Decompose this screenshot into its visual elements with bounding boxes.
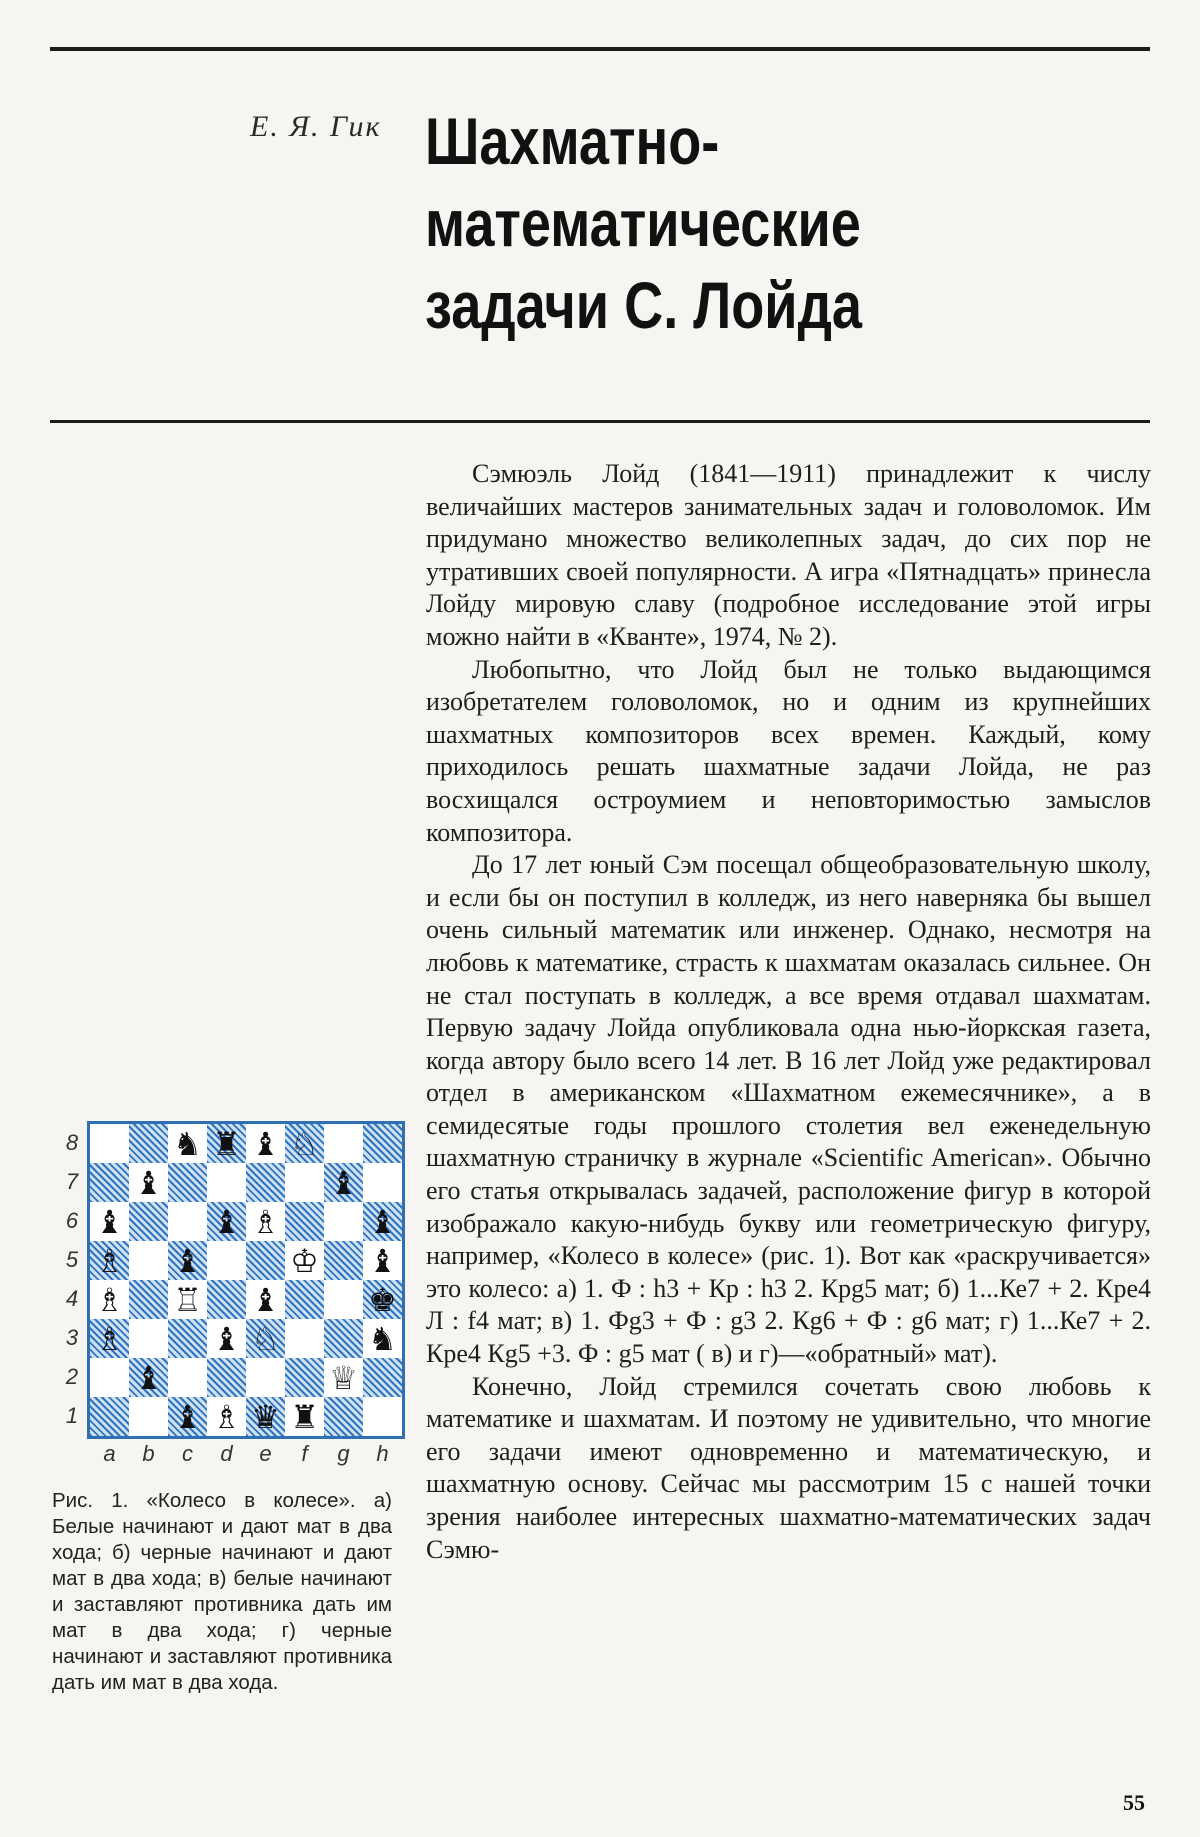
- chess-piece-icon: ♘: [251, 1319, 280, 1358]
- chess-piece-icon: ♝: [251, 1124, 280, 1163]
- square-c2: [168, 1358, 207, 1397]
- square-a2: [90, 1358, 129, 1397]
- file-label: f: [301, 1441, 308, 1466]
- square-a8: [90, 1124, 129, 1163]
- square-d8: [207, 1124, 246, 1163]
- chess-piece-icon: ♝: [95, 1202, 124, 1241]
- chess-piece-icon: ♝: [212, 1319, 241, 1358]
- chess-piece-icon: ♝: [329, 1163, 358, 1202]
- square-e3: [246, 1319, 285, 1358]
- square-b3: [129, 1319, 168, 1358]
- square-b7: [129, 1163, 168, 1202]
- chess-piece-icon: ♝: [134, 1358, 163, 1397]
- file-label: b: [142, 1441, 155, 1466]
- square-f6: [285, 1202, 324, 1241]
- file-label: c: [182, 1441, 193, 1466]
- chess-board: [87, 1121, 405, 1439]
- square-e7: [246, 1163, 285, 1202]
- square-f5: [285, 1241, 324, 1280]
- square-g7: [324, 1163, 363, 1202]
- chess-piece-icon: ♞: [368, 1319, 397, 1358]
- square-e2: [246, 1358, 285, 1397]
- square-f1: [285, 1397, 324, 1436]
- square-d4: [207, 1280, 246, 1319]
- square-e1: [246, 1397, 285, 1436]
- square-e5: [246, 1241, 285, 1280]
- chess-piece-icon: ♜: [290, 1397, 319, 1436]
- rank-label: 7: [65, 1169, 79, 1194]
- square-e4: [246, 1280, 285, 1319]
- square-f4: [285, 1280, 324, 1319]
- square-f8: [285, 1124, 324, 1163]
- chess-piece-icon: ♜: [212, 1124, 241, 1163]
- chess-piece-icon: ♝: [173, 1397, 202, 1436]
- rank-label: 1: [65, 1403, 79, 1428]
- title-line: Шахматно-: [425, 104, 720, 178]
- square-b6: [129, 1202, 168, 1241]
- chess-piece-icon: ♝: [368, 1241, 397, 1280]
- file-label: e: [259, 1441, 272, 1466]
- rank-label: 4: [65, 1286, 79, 1311]
- square-h2: [363, 1358, 402, 1397]
- square-h5: [363, 1241, 402, 1280]
- square-c6: [168, 1202, 207, 1241]
- square-c8: [168, 1124, 207, 1163]
- square-c3: [168, 1319, 207, 1358]
- square-g2: [324, 1358, 363, 1397]
- chess-piece-icon: ♚: [368, 1280, 397, 1319]
- paragraph: Конечно, Лойд стремился сочетать свою любовь к математике и шахматам. И поэтому не удивительно, что многие его задачи имеют одновременно и математическую, и шахматную основу. Сейчас мы рассмотрим 15 с нашей точки зрения наиболее интересных шахматно-математических задач Сэмю-: [426, 1371, 1151, 1564]
- figure-caption: Рис. 1. «Колесо в колесе». а) Белые начинают и дают мат в два хода; б) черные начинают и дают мат в два хода; в) белые начинают и заставляют противника дать им мат в два хода; г) черные начинают и заставляют противника дать им мат в два хода.: [52, 1489, 392, 1694]
- author-name: Е. Я. Гик: [250, 110, 382, 143]
- square-a3: [90, 1319, 129, 1358]
- square-f3: [285, 1319, 324, 1358]
- chess-piece-icon: ♗: [95, 1280, 124, 1319]
- top-rule: [50, 47, 1150, 51]
- square-g8: [324, 1124, 363, 1163]
- square-h7: [363, 1163, 402, 1202]
- square-g5: [324, 1241, 363, 1280]
- chess-piece-icon: ♗: [212, 1397, 241, 1436]
- square-g6: [324, 1202, 363, 1241]
- square-e6: [246, 1202, 285, 1241]
- square-c5: [168, 1241, 207, 1280]
- article-body: [426, 458, 1151, 1566]
- chess-piece-icon: ♛: [251, 1397, 280, 1436]
- chess-piece-icon: ♗: [251, 1202, 280, 1241]
- file-label: g: [337, 1441, 350, 1466]
- rank-label: 6: [65, 1208, 79, 1233]
- square-d5: [207, 1241, 246, 1280]
- chess-piece-icon: ♕: [329, 1358, 358, 1397]
- square-h8: [363, 1124, 402, 1163]
- rank-label: 3: [65, 1325, 79, 1350]
- file-label: d: [220, 1441, 233, 1466]
- square-h3: [363, 1319, 402, 1358]
- square-c7: [168, 1163, 207, 1202]
- title-line: задачи С. Лойда: [425, 268, 863, 342]
- square-d3: [207, 1319, 246, 1358]
- chess-piece-icon: ♝: [134, 1163, 163, 1202]
- page-number: 55: [1123, 1790, 1145, 1815]
- title-line: математические: [425, 186, 861, 260]
- square-d6: [207, 1202, 246, 1241]
- square-b4: [129, 1280, 168, 1319]
- square-f2: [285, 1358, 324, 1397]
- chess-piece-icon: ♝: [368, 1202, 397, 1241]
- paragraph: Сэмюэль Лойд (1841—1911) принадлежит к числу величайших мастеров занимательных задач и головоломок. Им придумано множество великолепных задач, до сих пор не утративших своей популярности. А игра «Пятнадцать» принесла Лойду мировую славу (подробное исследование этой игры можно найти в «Кванте», 1974, № 2).: [426, 459, 1151, 651]
- square-a6: [90, 1202, 129, 1241]
- square-d7: [207, 1163, 246, 1202]
- square-b2: [129, 1358, 168, 1397]
- chess-figure: [50, 1113, 410, 1493]
- rank-label: 5: [65, 1247, 79, 1272]
- square-h6: [363, 1202, 402, 1241]
- square-h4: [363, 1280, 402, 1319]
- chess-piece-icon: ♘: [290, 1124, 319, 1163]
- square-c4: [168, 1280, 207, 1319]
- file-label: a: [103, 1441, 116, 1466]
- square-g1: [324, 1397, 363, 1436]
- square-h1: [363, 1397, 402, 1436]
- square-d1: [207, 1397, 246, 1436]
- paragraph: До 17 лет юный Сэм посещал общеобразовательную школу, и если бы он поступил в колледж, из него наверняка бы вышел очень сильный математик или инженер. Однако, несмотря на любовь к математике, страсть к шахматам оказалась сильнее. Он не стал поступать в колледж, а все время отдавал шахматам. Первую задачу Лойда опубликовала одна нью-йоркская газета, когда автору было всего 14 лет. В 16 лет Лойд уже редактировал отдел в американском «Шахматном ежемесячнике», а в семидесятые годы прошлого столетия вел еженедельную шахматную страничку в журнале «Scientific American». Обычно его статья открывалась задачей, расположение фигур в которой изображало какую-нибудь букву или геометрическую фигуру, например, «Колесо в колесе» (рис. 1). Вот как «раскручивается» это колесо: а) 1. Ф : h3 + Кр : h3 2. Кpg5 мат; б) 1...Ке7 + 2. Кре4 Л : f4 мат; в) 1. Фg3 + Ф : g3 2. Кg6 + Ф : g6 мат; г) 1...Ке7 + 2. Кре4 Кg5 +3. Ф : g5 мат ( в) и г)—«обратный» мат).: [426, 850, 1151, 1369]
- square-b8: [129, 1124, 168, 1163]
- paragraph: Любопытно, что Лойд был не только выдающимся изобретателем головоломок, но и одним из крупнейших шахматных композиторов всех времен. Каждый, кому приходилось решать шахматные задачи Лойда, не раз восхищался остроумием и неповторимостью замыслов композитора.: [426, 654, 1151, 847]
- square-g3: [324, 1319, 363, 1358]
- chess-piece-icon: ♞: [173, 1124, 202, 1163]
- square-d2: [207, 1358, 246, 1397]
- chess-piece-icon: ♖: [173, 1280, 202, 1319]
- chess-piece-icon: ♝: [212, 1202, 241, 1241]
- chess-piece-icon: ♗: [95, 1319, 124, 1358]
- section-rule: [50, 420, 1150, 423]
- chess-piece-icon: ♝: [251, 1280, 280, 1319]
- square-a4: [90, 1280, 129, 1319]
- square-c1: [168, 1397, 207, 1436]
- square-f7: [285, 1163, 324, 1202]
- chess-piece-icon: ♔: [290, 1241, 319, 1280]
- rank-label: 8: [65, 1130, 79, 1155]
- chess-piece-icon: ♝: [173, 1241, 202, 1280]
- square-b1: [129, 1397, 168, 1436]
- file-label: h: [376, 1441, 389, 1466]
- square-e8: [246, 1124, 285, 1163]
- square-g4: [324, 1280, 363, 1319]
- square-a1: [90, 1397, 129, 1436]
- article-title: [425, 100, 1015, 346]
- square-a5: [90, 1241, 129, 1280]
- chess-piece-icon: ♗: [95, 1241, 124, 1280]
- square-b5: [129, 1241, 168, 1280]
- rank-label: 2: [65, 1364, 79, 1389]
- square-a7: [90, 1163, 129, 1202]
